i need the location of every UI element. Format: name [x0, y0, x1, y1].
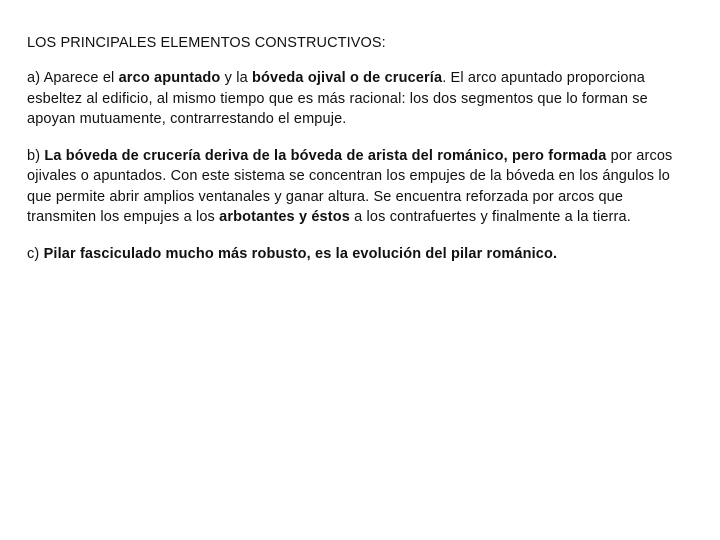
paragraph-c-label: c) [27, 245, 40, 262]
paragraph-a-text-1: Aparece el [40, 70, 119, 86]
paragraph-b [27, 146, 687, 228]
paragraph-b-text-2: por arcos ojivales o apuntados. Con este sistema se concentran los empujes de la bóveda en los ángulos lo que permite abrir amplios ventanales y ganar altura. Se encuentra reforzada por arcos que transmiten los empujes a los [27, 147, 673, 225]
paragraph-a-label: a) [27, 70, 41, 86]
paragraph-b-text-3: a los contrafuertes y finalmente a la tierra. [349, 209, 631, 225]
paragraph-a [27, 68, 687, 130]
paragraph-b-bold-1: La bóveda de crucería deriva de la bóveda de arista del románico, pero formada [44, 147, 607, 164]
section-heading: LOS PRINCIPALES ELEMENTOS CONSTRUCTIVOS: [27, 35, 386, 51]
paragraph-c [27, 244, 687, 265]
paragraph-a-text-2: y la [220, 70, 252, 86]
paragraph-a-bold-2: bóveda ojival o de crucería [251, 70, 443, 86]
paragraph-a-text-3: . El arco apuntado proporciona esbeltez al edificio, al mismo tiempo que es más racional: los dos segmentos que lo forman se apoyan mutuamente, contrarrestando el empuje. [27, 70, 648, 127]
paragraph-c-bold-1: Pilar fasciculado mucho más robusto, es la evolución del pilar románico. [43, 245, 558, 262]
paragraph-b-label: b) [27, 147, 41, 164]
paragraph-a-bold-1: arco apuntado [118, 70, 221, 86]
paragraph-b-bold-2: arbotantes y éstos [219, 209, 350, 225]
slide-content [27, 33, 687, 280]
